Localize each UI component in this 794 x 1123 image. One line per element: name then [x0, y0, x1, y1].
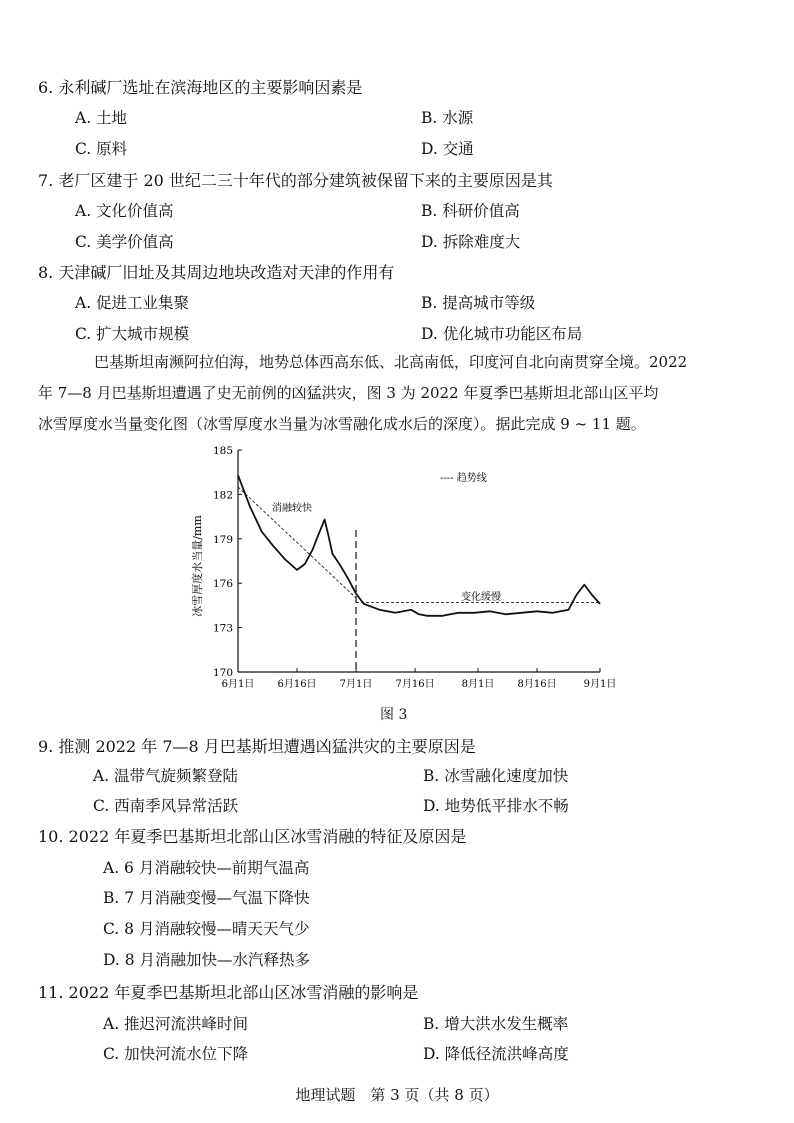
swe-series-line [238, 475, 600, 616]
y-axis-label: 冰雪厚度水当量/mm [191, 515, 204, 617]
q7-option-b: B. 科研价值高 [421, 202, 520, 220]
y-tick-label: 176 [212, 578, 233, 591]
y-tick-label: 179 [212, 533, 233, 546]
x-tick-label: 7月16日 [395, 679, 435, 690]
passage-line-2: 年 7—8 月巴基斯坦遭遇了史无前例的凶猛洪灾，图 3 为 2022 年夏季巴基斯坦北部山区平均 [38, 384, 659, 402]
q11-option-a: A. 推迟河流洪峰时间 [103, 1015, 249, 1033]
question-7-stem: 7. 老厂区建于 20 世纪二三十年代的部分建筑被保留下来的主要原因是其 [38, 171, 553, 190]
x-tick-label: 7月1日 [339, 679, 373, 690]
x-tick-label: 8月16日 [517, 679, 557, 690]
page-footer: 地理试题 第 3 页（共 8 页） [295, 1086, 499, 1104]
passage [38, 346, 758, 440]
figure-caption: 图 3 [380, 707, 408, 723]
annotation-slow-change: 变化缓慢 [461, 592, 501, 603]
question-9-stem: 9. 推测 2022 年 7—8 月巴基斯坦遭遇凶猛洪灾的主要原因是 [38, 737, 476, 756]
q11-option-b: B. 增大洪水发生概率 [423, 1015, 569, 1033]
q10-option-b: B. 7 月消融变慢—气温下降快 [103, 889, 310, 907]
y-tick-label: 173 [212, 622, 233, 635]
y-tick-label: 170 [212, 667, 233, 679]
question-10-stem: 10. 2022 年夏季巴基斯坦北部山区冰雪消融的特征及原因是 [38, 827, 467, 846]
question-8-stem: 8. 天津碱厂旧址及其周边地块改造对天津的作用有 [38, 263, 395, 282]
x-tick-label: 9月1日 [583, 679, 617, 690]
q9-option-a: A. 温带气旋频繁登陆 [93, 767, 239, 785]
x-tick-label: 6月16日 [277, 679, 317, 690]
q10-option-d: D. 8 月消融加快—水汽释热多 [103, 951, 311, 969]
q11-option-c: C. 加快河流水位下降 [103, 1045, 249, 1063]
x-tick-label: 8月1日 [461, 679, 495, 690]
question-11-stem: 11. 2022 年夏季巴基斯坦北部山区冰雪消融的影响是 [38, 983, 419, 1002]
y-tick-label: 185 [212, 445, 233, 457]
q9-option-b: B. 冰雪融化速度加快 [423, 767, 569, 785]
q10-option-a: A. 6 月消融较快—前期气温高 [103, 859, 310, 877]
q6-option-d: D. 交通 [421, 140, 474, 158]
q7-option-d: D. 拆除难度大 [421, 233, 521, 251]
q7-option-a: A. 文化价值高 [75, 202, 174, 220]
q8-option-d: D. 优化城市功能区布局 [421, 325, 583, 343]
passage-line-3: 冰雪厚度水当量变化图（冰雪厚度水当量为冰雪融化成水后的深度）。据此完成 9 ~ 11 题。 [38, 415, 646, 433]
q6-option-b: B. 水源 [421, 109, 474, 127]
q9-option-d: D. 地势低平排水不畅 [423, 797, 569, 815]
question-6-stem: 6. 永利碱厂选址在滨海地区的主要影响因素是 [38, 78, 363, 97]
q9-option-c: C. 西南季风异常活跃 [93, 797, 239, 815]
q8-option-b: B. 提高城市等级 [421, 294, 536, 312]
q6-option-c: C. 原料 [75, 140, 128, 158]
q8-option-c: C. 扩大城市规模 [75, 325, 190, 343]
q6-option-a: A. 土地 [75, 109, 128, 127]
q10-option-c: C. 8 月消融较慢—晴天天气少 [103, 920, 310, 938]
q8-option-a: A. 促进工业集聚 [75, 294, 190, 312]
snow-water-equivalent-chart [185, 438, 625, 700]
q11-option-d: D. 降低径流洪峰高度 [423, 1045, 569, 1063]
passage-line-1: 巴基斯坦南濒阿拉伯海，地势总体西高东低、北高南低，印度河自北向南贯穿全境。2022 [94, 353, 688, 371]
q7-option-c: C. 美学价值高 [75, 233, 174, 251]
x-tick-label: 6月1日 [221, 679, 255, 690]
annotation-fast-melt: 消融较快 [272, 503, 312, 514]
y-tick-label: 182 [212, 489, 233, 502]
legend-trend-line: ---- 趋势线 [440, 473, 487, 484]
